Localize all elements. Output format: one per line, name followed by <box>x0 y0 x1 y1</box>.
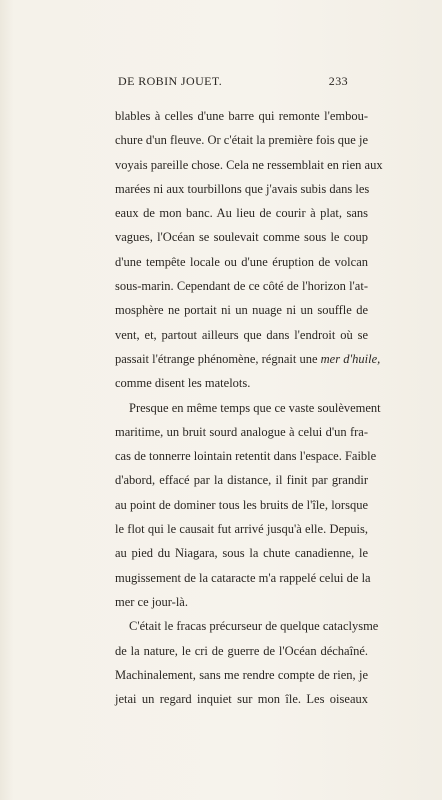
text-line-italic-phrase <box>115 347 381 371</box>
page-number: 233 <box>328 74 348 88</box>
text-line: mer ce jour-là. <box>115 594 188 609</box>
text-line: vent, et, partout ailleurs que dans l'endroit où se <box>115 327 368 342</box>
text-line: de la nature, le cri de guerre de l'Océan déchaîné. <box>115 643 368 658</box>
text-line: blables à celles d'une barre qui remonte l'embou- <box>115 109 368 123</box>
paragraph-3 <box>115 614 379 711</box>
text-line: Presque en même temps que ce vaste soulèvement <box>129 400 381 415</box>
text-line: mosphère ne portait ni un nuage ni un souffle de <box>115 303 368 318</box>
text-line: au pied du Niagara, sous la chute canadienne, le <box>115 546 368 561</box>
text-line: C'était le fracas précurseur de quelque cataclysme <box>129 619 379 634</box>
text-line: d'abord, effacé par la distance, il finit par grandir <box>115 473 368 488</box>
body-text <box>115 104 383 711</box>
text-line: chure d'un fleuve. Or c'était la première fois que je <box>115 133 369 148</box>
text-line: vagues, l'Océan se soulevait comme sous le coup <box>115 230 368 245</box>
text-line: jetai un regard inquiet sur mon île. Les oiseaux <box>115 692 368 707</box>
italic-phrase: mer d'huile, <box>320 351 381 366</box>
running-header <box>118 74 348 90</box>
text-line: cas de tonnerre lointain retentit dans l'espace. Faible <box>115 449 377 464</box>
text-line: d'une tempête locale ou d'une éruption de volcan <box>115 254 368 269</box>
text-line: mugissement de la cataracte m'a rappelé celui de la <box>115 570 371 585</box>
paragraph-2 <box>115 396 381 615</box>
text-line: eaux de mon banc. Au lieu de courir à plat, sans <box>115 206 368 221</box>
text-segment: passait l'étrange phénomène, régnait une <box>115 351 321 366</box>
text-line: au point de dominer tous les bruits de l'île, lorsque <box>115 497 368 512</box>
text-line: comme disent les matelots. <box>115 376 251 391</box>
text-line: sous-marin. Cependant de ce côté de l'horizon l'at- <box>115 279 368 294</box>
text-line: le flot qui le causait fut arrivé jusqu'à elle. Depuis, <box>115 522 368 537</box>
text-line: Machinalement, sans me rendre compte de rien, je <box>115 667 368 682</box>
running-title: DE ROBIN JOUET. <box>118 74 223 88</box>
text-line: marées ni aux tourbillons que j'avais subis dans les <box>115 181 370 196</box>
text-line: maritime, un bruit sourd analogue à celui d'un fra- <box>115 424 368 439</box>
text-line: voyais pareille chose. Cela ne ressemblait en rien aux <box>115 157 383 172</box>
paragraph-1 <box>115 104 383 396</box>
